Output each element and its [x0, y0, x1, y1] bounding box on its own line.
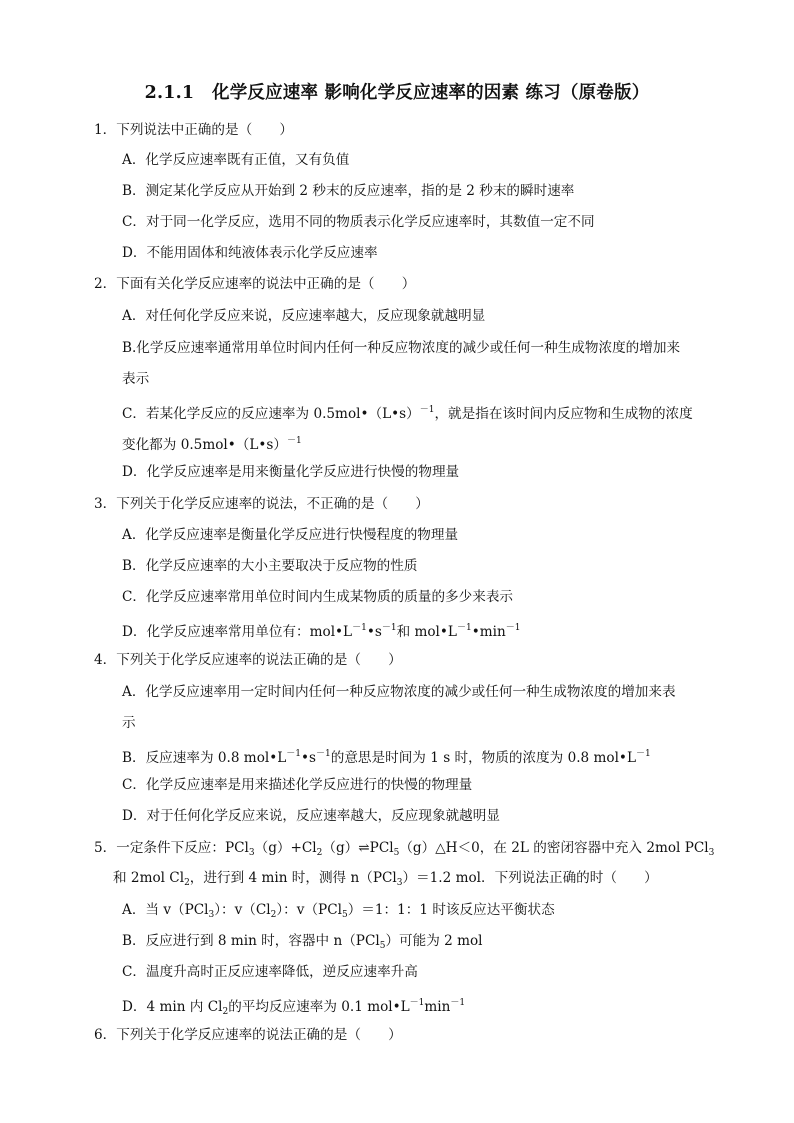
question-1-option-c: C．对于同一化学反应，选用不同的物质表示化学反应速率时，其数值一定不同 [122, 214, 595, 230]
question-1-option-a: A．化学反应速率既有正值，又有负值 [122, 152, 350, 168]
question-5-stem-line1 [94, 838, 714, 863]
text-segment: 和 2mol Cl [113, 870, 185, 886]
question-2-option-d: D．化学反应速率是用来衡量化学反应进行快慢的物理量 [122, 464, 460, 480]
page-title: 2.1.1 化学反应速率 影响化学反应速率的因素 练习（原卷版） [144, 83, 650, 103]
text-segment: 和 mol•L [396, 624, 457, 640]
question-4-option-a-line2: 示 [122, 715, 136, 731]
question-2-option-c-line1 [122, 400, 693, 424]
question-5-stem-line2 [113, 868, 658, 893]
question-1-stem: 1．下列说法中正确的是（ ） [94, 122, 293, 138]
question-3-option-d [122, 618, 520, 642]
text-segment: ）＝1：1：1 时该反应达平衡状态 [347, 902, 555, 918]
subscript: 2 [270, 910, 277, 920]
superscript: －1 [450, 998, 466, 1008]
text-segment: C．若某化学反应的反应速率为 0.5mol•（L•s） [122, 406, 420, 422]
question-5-option-b [122, 931, 483, 956]
subscript: 5 [393, 848, 400, 858]
text-segment: •min [471, 624, 506, 640]
subscript: 5 [341, 910, 348, 920]
subscript: 3 [396, 878, 403, 888]
question-3-stem: 3．下列关于化学反应速率的说法，不正确的是（ ） [94, 496, 429, 512]
subscript: 2 [316, 848, 323, 858]
question-3-option-a: A．化学反应速率是衡量化学反应进行快慢程度的物理量 [122, 527, 459, 543]
subscript: 5 [379, 941, 386, 951]
text-segment: ）可能为 2 mol [385, 933, 483, 949]
text-segment: 变化都为 0.5mol•（L•s） [122, 437, 287, 453]
superscript: －1 [352, 623, 367, 633]
text-segment: ）：v（Cl [214, 902, 271, 918]
question-4-option-b [122, 744, 651, 768]
question-6-stem: 6．下列关于化学反应速率的说法正确的是（ ） [94, 1027, 402, 1043]
question-5-option-c: C．温度升高时正反应速率降低，逆反应速率升高 [122, 964, 418, 980]
superscript: －1 [456, 623, 472, 633]
question-4-option-d: D．对于任何化学反应来说，反应速率越大，反应现象就越明显 [122, 808, 500, 824]
question-2-stem: 2．下面有关化学反应速率的说法中正确的是（ ） [94, 276, 416, 292]
question-3-option-b: B．化学反应速率的大小主要取决于反应物的性质 [122, 558, 418, 574]
text-segment: （g）+Cl [254, 840, 317, 856]
superscript: －1 [409, 998, 425, 1008]
superscript: －1 [381, 623, 397, 633]
question-5-option-d [122, 993, 465, 1022]
subscript: 3 [208, 910, 215, 920]
text-segment: min [424, 999, 451, 1015]
text-segment: 的平均反应速率为 0.1 mol•L [228, 999, 410, 1015]
text-segment: 的意思是时间为 1 s 时，物质的浓度为 0.8 mol•L [330, 750, 636, 766]
question-2-option-b-line1: B.化学反应速率通常用单位时间内任何一种反应物浓度的减少或任何一种生成物浓度的增加来 [122, 340, 681, 356]
text-segment: ）：v（PCl [276, 902, 342, 918]
text-segment: A．当 v（PCl [122, 902, 209, 918]
question-5-option-a [122, 900, 555, 925]
text-segment: 5．一定条件下反应：PCl [94, 840, 249, 856]
superscript: －1 [505, 623, 521, 633]
question-4-option-c: C．化学反应速率是用来描述化学反应进行的快慢的物理量 [122, 777, 473, 793]
superscript: －1 [316, 749, 331, 759]
subscript: 3 [708, 848, 715, 858]
question-4-stem: 4．下列关于化学反应速率的说法正确的是（ ） [94, 652, 402, 668]
subscript: 3 [248, 848, 255, 858]
text-segment: ，进行到 4 min 时，测得 n（PCl [189, 870, 397, 886]
superscript: －1 [635, 749, 651, 759]
text-segment: B．反应进行到 8 min 时，容器中 n（PCl [122, 933, 380, 949]
subscript: 2 [222, 1007, 229, 1017]
text-segment: ）＝1.2 mol．下列说法正确的时（ ） [402, 870, 658, 886]
subscript: 2 [184, 878, 190, 888]
text-segment: •s [301, 750, 317, 766]
superscript: －1 [286, 749, 302, 759]
text-segment: （g）△H＜0，在 2L 的密闭容器中充入 2mol PCl [399, 840, 709, 856]
question-2-option-b-line2: 表示 [122, 371, 150, 387]
question-1-option-d: D．不能用固体和纯液体表示化学反应速率 [122, 245, 378, 261]
question-4-option-a-line1: A．化学反应速率用一定时间内任何一种反应物浓度的减少或任何一种生成物浓度的增加来表 [122, 684, 676, 700]
question-2-option-c-line2 [122, 431, 302, 455]
superscript: －1 [419, 405, 435, 415]
text-segment: ，就是指在该时间内反应物和生成物的浓度 [434, 406, 693, 422]
text-segment: （g）⇌PCl [322, 840, 394, 856]
text-segment: B．反应速率为 0.8 mol•L [122, 750, 287, 766]
question-1-option-b: B．测定某化学反应从开始到 2 秒末的反应速率，指的是 2 秒末的瞬时速率 [122, 183, 575, 199]
text-segment: D．化学反应速率常用单位有：mol•L [122, 624, 353, 640]
question-2-option-a: A．对任何化学反应来说，反应速率越大，反应现象就越明显 [122, 308, 486, 324]
text-segment: D．4 min 内 Cl [122, 999, 223, 1015]
superscript: －1 [286, 436, 302, 446]
question-3-option-c: C．化学反应速率常用单位时间内生成某物质的质量的多少来表示 [122, 589, 514, 605]
text-segment: •s [366, 624, 382, 640]
